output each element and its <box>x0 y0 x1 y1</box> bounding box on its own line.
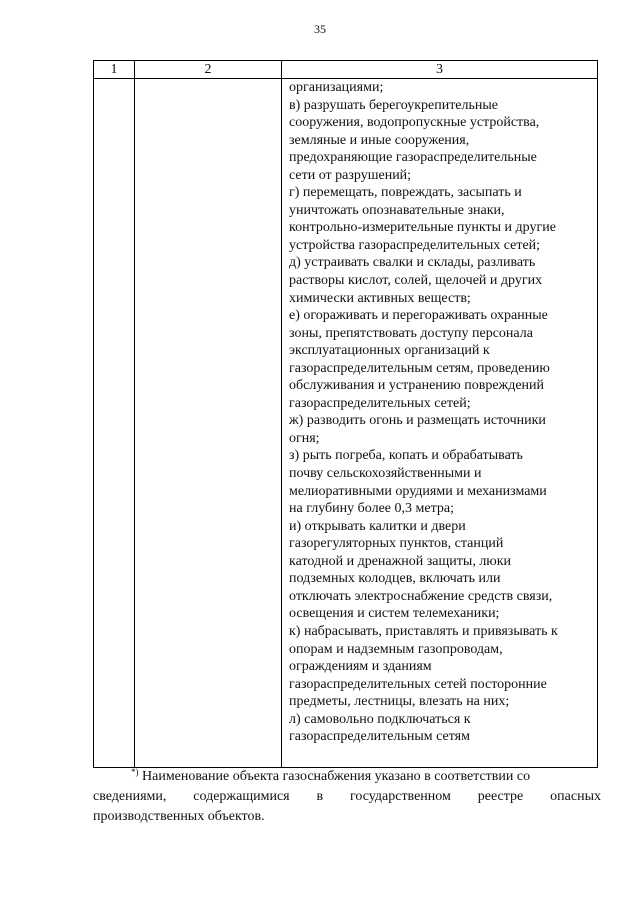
text-line: ж) разводить огонь и размещать источники <box>289 413 546 429</box>
text-line: к) набрасывать, приставлять и привязывать к <box>289 623 558 639</box>
text-line: предохраняющие газораспределительные <box>289 150 537 166</box>
footnote-line-1: *) Наименование объекта газоснабжения указано в соответствии со <box>131 767 531 784</box>
document-table <box>93 60 598 768</box>
table-cell-col1 <box>94 79 135 768</box>
column-header-2: 2 <box>135 61 282 79</box>
text-line: подземных колодцев, включать или <box>289 571 501 587</box>
text-line: опорам и надземным газопроводам, <box>289 641 503 657</box>
text-line: и) открывать калитки и двери <box>289 518 466 534</box>
text-line: устройства газораспределительных сетей; <box>289 237 541 253</box>
text-line: д) устраивать свалки и склады, разливать <box>289 255 536 271</box>
footnote-line-2 <box>93 787 601 807</box>
text-line: уничтожать опознавательные знаки, <box>289 202 505 218</box>
column-header-3: 3 <box>282 61 598 79</box>
text-line: г) перемещать, повреждать, засыпать и <box>289 185 522 201</box>
footnote-word: содержащимися <box>193 789 290 804</box>
text-line: растворы кислот, солей, щелочей и других <box>289 273 543 289</box>
text-line: химически активных веществ; <box>289 290 471 306</box>
text-line: газораспределительных сетей; <box>289 395 471 411</box>
text-line: е) огораживать и перегораживать охранные <box>289 308 548 324</box>
text-line: сети от разрушений; <box>289 167 412 183</box>
text-line: огня; <box>289 430 320 446</box>
table-cell-col2 <box>135 79 282 768</box>
text-line: л) самовольно подключаться к <box>289 711 471 727</box>
text-line: газораспределительным сетям, проведению <box>289 360 550 376</box>
text-line: почву сельскохозяйственными и <box>289 466 482 482</box>
table-header-row <box>94 61 598 79</box>
text-line: катодной и дренажной защиты, люки <box>289 553 512 569</box>
text-line: газораспределительным сетям <box>289 729 470 745</box>
text-line: зоны, препятствовать доступу персонала <box>289 325 533 341</box>
text-line: эксплуатационных организаций к <box>289 343 490 359</box>
text-line: предметы, лестницы, влезать на них; <box>289 694 510 710</box>
text-line: организациями; <box>289 80 384 95</box>
footnote <box>93 767 601 827</box>
footnote-word: в <box>316 789 324 804</box>
text-line: газораспределительных сетей посторонние <box>289 676 547 692</box>
table-row <box>94 79 598 768</box>
text-line: газорегуляторных пунктов, станций <box>289 536 504 552</box>
text-line: з) рыть погреба, копать и обрабатывать <box>289 448 523 464</box>
footnote-word: опасных <box>550 789 601 804</box>
text-line: отключать электроснабжение средств связи, <box>289 588 553 604</box>
text-line: обслуживания и устранению повреждений <box>289 378 545 394</box>
text-line: ограждениям и зданиям <box>289 659 432 675</box>
text-line: контрольно-измерительные пункты и другие <box>289 220 556 236</box>
table-cell-col3 <box>282 79 598 768</box>
prohibitions-text <box>282 79 597 746</box>
footnote-marker: *) <box>131 767 139 777</box>
text-line: мелиоративными орудиями и механизмами <box>289 483 547 499</box>
text-line: земляные и иные сооружения, <box>289 132 470 148</box>
text-line: на глубину более 0,3 метра; <box>289 501 454 517</box>
text-line: в) разрушать берегоукрепительные <box>289 97 499 113</box>
text-line: освещения и систем телемеханики; <box>289 606 500 622</box>
footnote-line-3: производственных объектов. <box>93 809 265 824</box>
page-number: 35 <box>314 22 326 36</box>
footnote-word: государственном <box>350 789 451 804</box>
footnote-word: сведениями, <box>93 789 167 804</box>
column-header-1: 1 <box>94 61 135 79</box>
text-line: сооружения, водопропускные устройства, <box>289 115 540 131</box>
footnote-word: реестре <box>477 789 524 804</box>
